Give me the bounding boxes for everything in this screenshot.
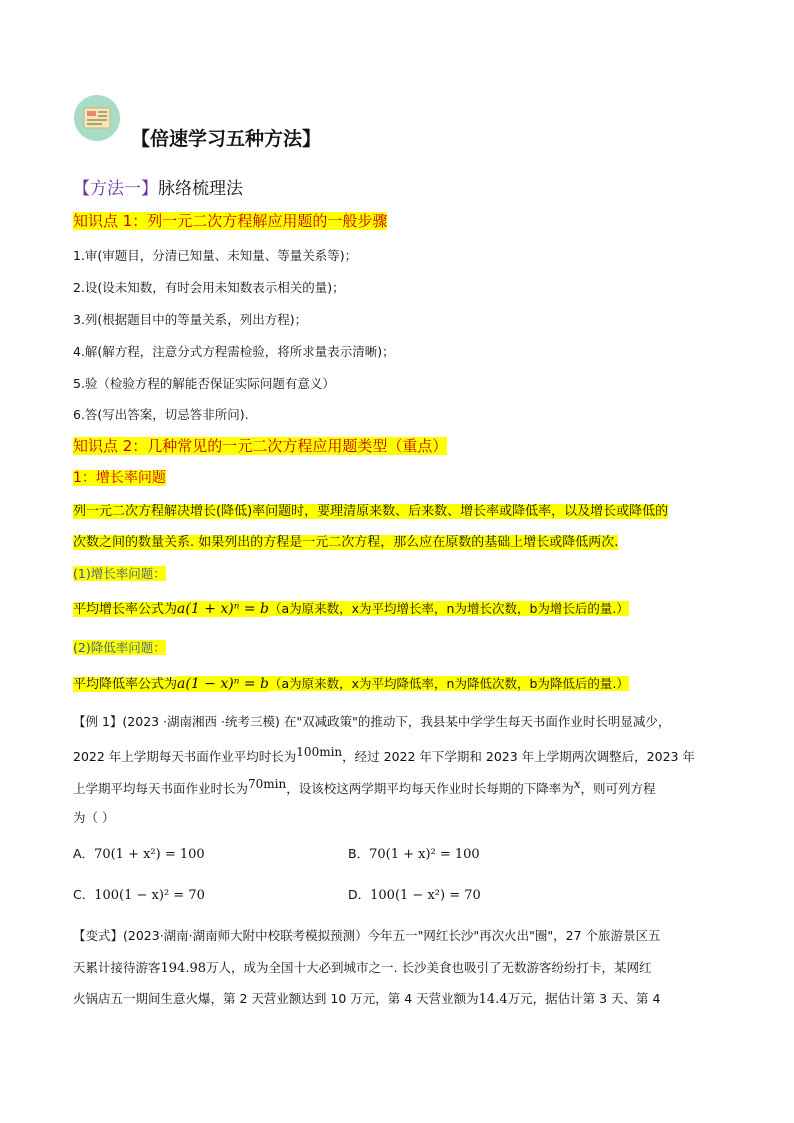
option-a-label: A．	[73, 846, 95, 861]
decrease-lead: 平均降低率公式为	[73, 677, 178, 692]
example-line3a: 上学期平均每天书面作业时长为	[73, 781, 249, 797]
variant-line	[73, 958, 651, 976]
increase-label-text: (1)增长率问题：	[73, 566, 166, 581]
increase-lead: 平均增长率公式为	[73, 602, 178, 617]
example-line: 为（ ）	[73, 810, 115, 825]
option-b-label: B．	[348, 846, 370, 861]
method-bracket: 【方法一】	[73, 179, 158, 199]
example-line	[73, 777, 656, 797]
decrease-label	[73, 638, 166, 656]
decrease-formula-line	[73, 673, 629, 692]
example-line3b: ，设该校这两学期平均每天作业时长每期的下降率为	[286, 781, 574, 797]
variant-line2a: 天累计接待游客	[73, 960, 161, 975]
kp1-step: 6.答(写出答案，切忌答非所问).	[73, 407, 249, 422]
example-line2a: 2022 年上学期每天书面作业平均时长为	[73, 749, 297, 765]
kp1-title-text: 知识点 1：列一元二次方程解应用题的一般步骤	[73, 212, 388, 230]
option-b-formula: 70(1 + x)² = 100	[369, 847, 480, 862]
variant-val1: 194.98	[160, 961, 207, 976]
kp1-title	[73, 210, 387, 231]
increase-label	[73, 564, 166, 582]
variant-line2b: 万人，成为全国十大必到城市之一. 长沙美食也吸引了无数游客纷纷打卡，某网红	[206, 960, 652, 975]
option-d-label: D．	[348, 887, 371, 902]
example-var: x	[573, 777, 581, 791]
variant-line: 【变式】(2023·湖南·湖南师大附中校联考模拟预测）今年五一"网红长沙"再次火出"圈"，27 个旅游景区五	[73, 928, 661, 943]
kp1-step: 5.验（检验方程的解能否保证实际问题有意义）	[73, 376, 335, 391]
variant-line	[73, 989, 660, 1007]
option-a[interactable]	[73, 844, 205, 862]
option-d[interactable]	[348, 885, 481, 903]
increase-formula-line	[73, 598, 629, 617]
example-line	[73, 745, 695, 765]
method-name: 脉络梳理法	[158, 179, 243, 199]
increase-formula: a(1 + x)ⁿ = b	[177, 601, 269, 617]
option-d-formula: 100(1 − x²) = 70	[370, 888, 481, 903]
example-line: 【例 1】(2023 ·湖南湘西 ·统考三模) 在"双减政策"的推动下，我县某中学学生每天书面作业时长明显减少，	[73, 714, 671, 729]
decrease-formula: a(1 − x)ⁿ = b	[177, 676, 269, 692]
kp1-step: 2.设(设未知数，有时会用未知数表示相关的量)；	[73, 280, 345, 295]
option-a-formula: 70(1 + x²) = 100	[94, 847, 205, 862]
variant-val2: 14.4	[478, 992, 508, 1007]
kp2-title-text: 知识点 2：几种常见的一元二次方程应用题类型（重点）	[73, 437, 448, 455]
kp1-step: 4.解(解方程，注意分式方程需检验，将所求量表示清晰)；	[73, 344, 395, 359]
kp1-step: 3.列(根据题目中的等量关系，列出方程)；	[73, 312, 308, 327]
decrease-label-text: (2)降低率问题：	[73, 640, 166, 655]
kp2-subtitle	[73, 467, 166, 487]
variant-line3b: 万元，据估计第 3 天、第 4	[507, 991, 661, 1006]
kp2-subtitle-text: 1：增长率问题	[73, 470, 166, 486]
example-val2: 70min	[248, 777, 287, 791]
kp1-step: 1.审(审题目，分清已知量、未知量、等量关系等)；	[73, 248, 358, 263]
variant-line3a: 火锅店五一期间生意火爆，第 2 天营业额达到 10 万元，第 4 天营业额为	[73, 991, 479, 1006]
example-line3c: ，则可列方程	[580, 781, 656, 797]
kp2-paragraph-line	[73, 531, 618, 550]
method-title-text	[73, 179, 243, 199]
kp2-title	[73, 435, 447, 456]
option-c-formula: 100(1 − x)² = 70	[94, 888, 205, 903]
increase-desc: （a为原来数，x为平均增长率，n为增长次数，b为增长后的量.）	[269, 601, 629, 616]
kp2-para1-text: 列一元二次方程解决增长(降低)率问题时，要理清原来数、后来数、增长率或降低率，以及增长或降低的	[73, 504, 669, 519]
option-b[interactable]	[348, 844, 480, 862]
kp2-para2-text: 次数之间的数量关系. 如果列出的方程是一元二次方程，那么应在原数的基础上增长或降低两次.	[73, 535, 619, 550]
decrease-desc: （a为原来数，x为平均降低率，n为降低次数，b为降低后的量.）	[269, 676, 629, 691]
example-val1: 100min	[296, 745, 343, 759]
option-c[interactable]	[73, 885, 205, 903]
document-icon	[74, 95, 120, 141]
kp2-paragraph-line	[73, 500, 668, 519]
page-title: 【倍速学习五种方法】	[131, 128, 322, 150]
method-title	[73, 174, 243, 199]
example-line2b: ，经过 2022 年下学期和 2023 年上学期两次调整后，2023 年	[342, 749, 695, 765]
option-c-label: C．	[73, 887, 95, 902]
